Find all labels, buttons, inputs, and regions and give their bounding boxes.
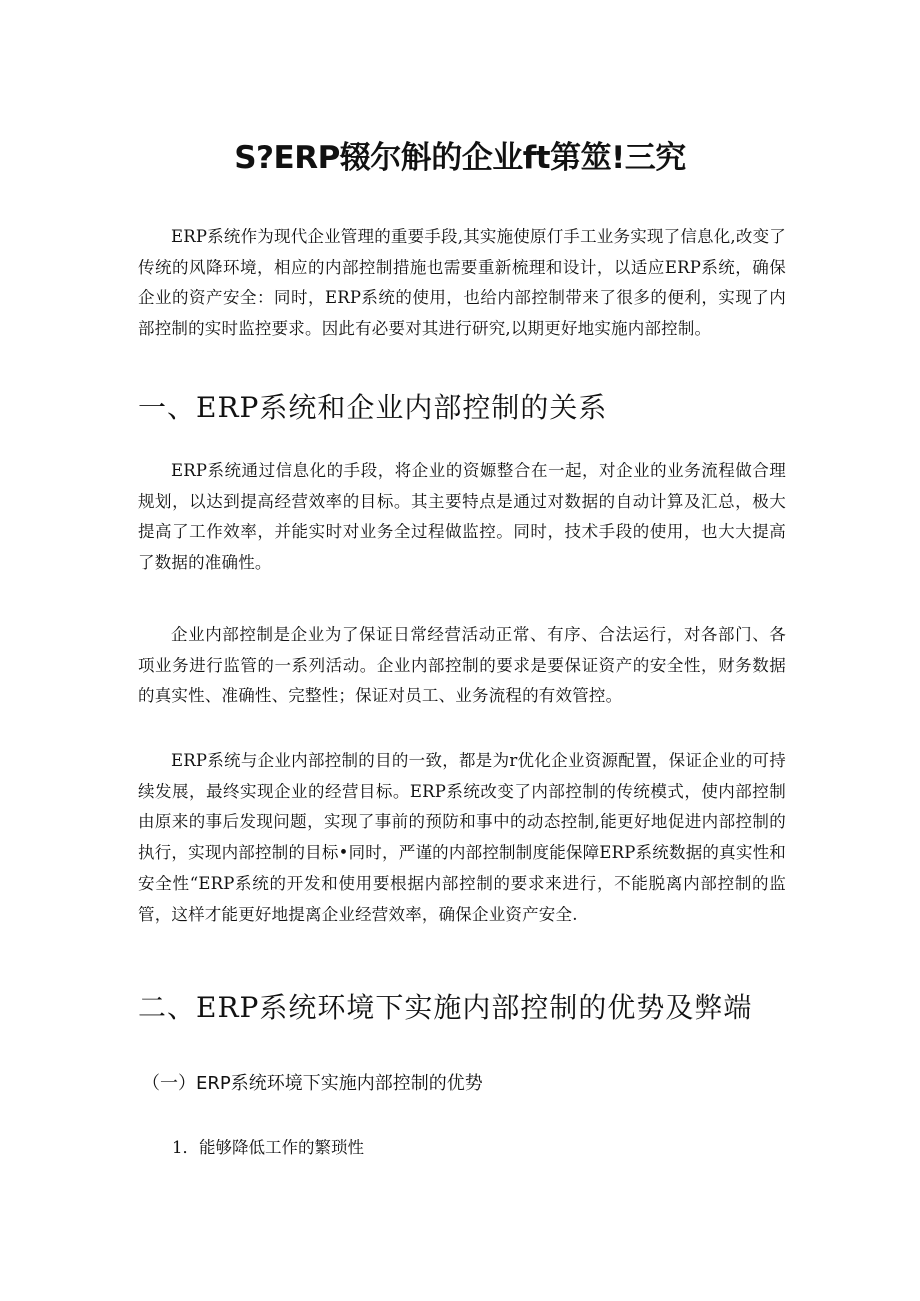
section-2-heading: 二、ERP系统环境下实施内部控制的优势及弊端 xyxy=(138,991,753,1024)
document-title: S?ERP辍尔斛的企业ft第筮!三究 xyxy=(234,140,686,176)
section-1-paragraph-3: ERP系统与企业内部控制的目的一致，都是为r优化企业资源配置，保证企业的可持续发展，最终实现企业的经营目标。ERP系统改变了内部控制的传统模式，使内部控制由原来的事后发现问题，实现了事前的预防和事中的动态控制,能更好地促进内部控制的执行，实现内部控制的目标•同时，严谨的内部控制制度能保障ERP系统数据的真实性和安全性“ERP系统的开发和使用要根据内部控制的要求来进行，不能脱离内部控制的监管，这样才能更好地提离企业经营效率，确保企业资产安全. xyxy=(138,751,786,924)
intro-paragraph: ERP系统作为现代企业管理的重要手段,其实施使原仃手工业务实现了信息化,改变了传统的风降环境，相应的内部控制措施也需要重新梳理和设计，以适应ERP系统，确保企业的资产安全：同时，ERP系统的使用，也给内部控制带来了很多的便利，实现了内部控制的实时监控要求。因此有必要对其进行研究,以期更好地实施内部控制。 xyxy=(138,227,786,339)
section-1-heading: 一、ERP系统和企业内部控制的关系 xyxy=(138,391,608,424)
section-2-subheading: （一）ERP系统环境下实施内部控制的优势 xyxy=(142,1073,483,1094)
section-2-item-1: 1．能够降低工作的繁琐性 xyxy=(172,1138,364,1157)
section-1-paragraph-2: 企业内部控制是企业为了保证日常经营活动正常、有序、合法运行，对各部门、各项业务进行监管的一系列活动。企业内部控制的要求是要保证资产的安全性，财务数据的真实性、准确性、完整性；保证对员工、业务流程的有效管控。 xyxy=(138,625,786,706)
section-1-paragraph-1: ERP系统通过信息化的手段，将企业的资嫄整合在一起，对企业的业务流程做合理规划，以达到提高经营效率的目标。其主要特点是通过对数据的自动计算及汇总，极大提高了工作效率，并能实时对业务全过程做监控。同时，技术手段的使用，也大大提高了数据的准确性。 xyxy=(138,461,786,573)
